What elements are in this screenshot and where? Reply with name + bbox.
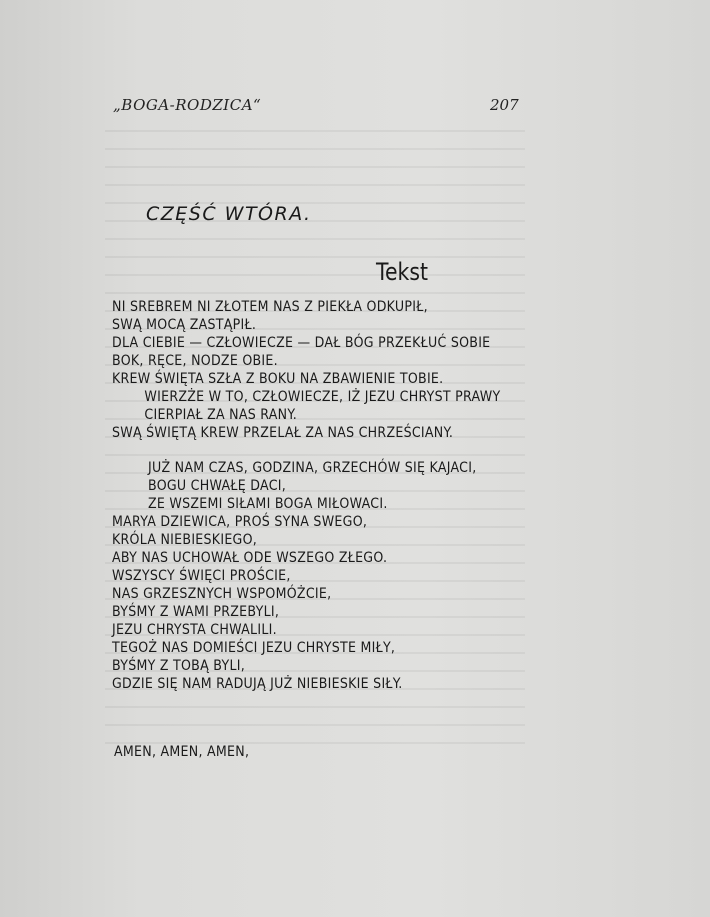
poem-line: WSZYSCY ŚWIĘCI PROŚCIE, [112, 568, 291, 584]
poem-line: KREW ŚWIĘTA SZŁA Z BOKU NA ZBAWIENIE TOBIE. [112, 371, 444, 387]
poem-line: SWĄ MOCĄ ZASTĄPIŁ. [112, 317, 257, 333]
page-number: 207 [490, 96, 519, 114]
poem-line: KRÓLA NIEBIESKIEGO, [112, 532, 258, 548]
poem-line: ABY NAS UCHOWAŁ ODE WSZEGO ZŁEGO. [112, 550, 388, 566]
poem-line: NAS GRZESZNYCH WSPOMÓŻCIE, [112, 586, 332, 602]
running-title: „BOGA-RODZICA“ [113, 96, 262, 114]
poem-line: CIERPIAŁ ZA NAS RANY. [144, 407, 298, 423]
poem-line: JUŻ NAM CZAS, GODZINA, GRZECHÓW SIĘ KAJACI, [148, 460, 477, 476]
poem-line: BYŚMY Z WAMI PRZEBYLI, [112, 604, 280, 620]
text-title: Tekst [376, 258, 428, 286]
poem-line: BYŚMY Z TOBĄ BYLI, [112, 658, 246, 674]
section-title: CZĘŚĆ WTÓRA. [146, 203, 312, 225]
poem-line: MARYA DZIEWICA, PROŚ SYNA SWEGO, [112, 514, 368, 530]
poem-text [112, 298, 532, 693]
poem-line: GDZIE SIĘ NAM RADUJĄ JUŻ NIEBIESKIE SIŁY. [112, 676, 403, 692]
poem-line: ZE WSZEMI SIŁAMI BOGA MIŁOWACI. [148, 496, 388, 512]
poem-line: DLA CIEBIE — CZŁOWIECZE — DAŁ BÓG PRZEKŁUĆ SOBIE [112, 335, 491, 351]
poem-line: JEZU CHRYSTA CHWALILI. [112, 622, 277, 638]
poem-line: NI SREBREM NI ZŁOTEM NAS Z PIEKŁA ODKUPIŁ, [112, 299, 428, 315]
poem-line: SWĄ ŚWIĘTĄ KREW PRZELAŁ ZA NAS CHRZEŚCIANY. [112, 425, 454, 441]
poem-line: BOK, RĘCE, NODZE OBIE. [112, 353, 278, 369]
stanza-gap [112, 442, 532, 459]
poem-line: TEGOŻ NAS DOMIEŚCI JEZU CHRYSTE MIŁY, [112, 640, 396, 656]
poem-line: BOGU CHWAŁĘ DACI, [148, 478, 287, 494]
poem-line: WIERZŻE W TO, CZŁOWIECZE, IŻ JEZU CHRYST PRAWY [144, 389, 501, 405]
closing-amen: AMEN, AMEN, AMEN, [114, 744, 250, 760]
